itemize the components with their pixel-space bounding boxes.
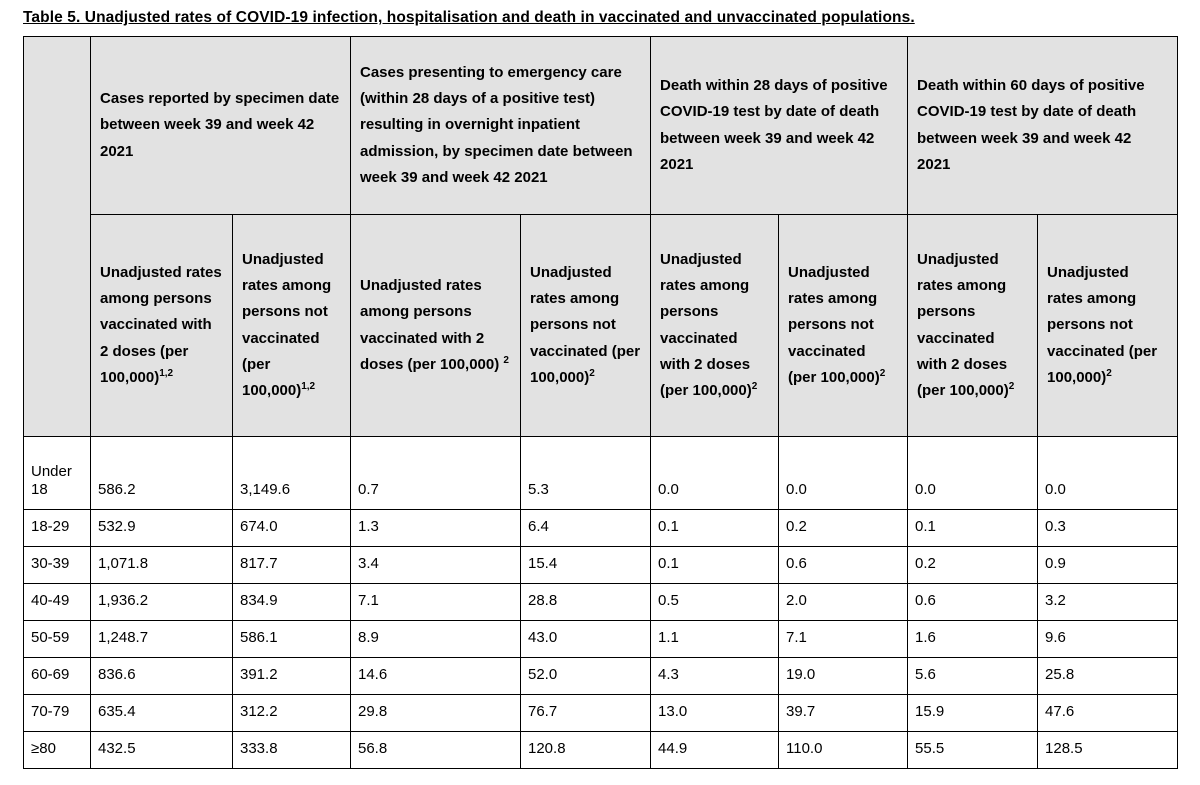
table-cell: 0.0 <box>1038 437 1178 510</box>
table-cell: 5.3 <box>521 437 651 510</box>
subheader-text: Unadjusted rates among persons not vaccinated (per 100,000) <box>1047 263 1158 386</box>
table-cell: 43.0 <box>521 621 651 658</box>
table-cell: 391.2 <box>233 658 351 695</box>
table-cell: 0.1 <box>651 547 779 584</box>
corner-cell <box>24 37 91 437</box>
table-cell: 3.4 <box>351 547 521 584</box>
table-cell: 0.2 <box>779 510 908 547</box>
row-age-label: 40-49 <box>24 584 91 621</box>
row-age-label: 50-59 <box>24 621 91 658</box>
table-cell: 2.0 <box>779 584 908 621</box>
table-cell: 0.9 <box>1038 547 1178 584</box>
table-cell: 674.0 <box>233 510 351 547</box>
table-row <box>24 510 1178 547</box>
table-row <box>24 584 1178 621</box>
table-cell: 28.8 <box>521 584 651 621</box>
footnote-marker: 2 <box>1106 367 1112 379</box>
table-row <box>24 547 1178 584</box>
row-age-label: 70-79 <box>24 695 91 732</box>
table-cell: 333.8 <box>233 732 351 769</box>
footnote-marker: 2 <box>589 367 595 379</box>
footnote-marker: 2 <box>1008 381 1015 392</box>
data-table <box>23 36 1178 769</box>
sub-header-row <box>24 215 1178 437</box>
table-cell: 0.6 <box>908 584 1038 621</box>
footnote-marker: 1,2 <box>159 367 174 379</box>
table-cell: 1,248.7 <box>91 621 233 658</box>
table-row <box>24 658 1178 695</box>
table-cell: 47.6 <box>1038 695 1178 732</box>
column-group-header-death-60: Death within 60 days of positive COVID-19 test by date of death between week 39 and week 42 2021 <box>908 37 1178 215</box>
subheader-text: Unadjusted rates among persons not vaccinated (per 100,000) <box>530 263 641 386</box>
table-cell: 586.1 <box>233 621 351 658</box>
table-cell: 1.3 <box>351 510 521 547</box>
column-subheader <box>91 215 233 437</box>
table-cell: 25.8 <box>1038 658 1178 695</box>
table-cell: 15.4 <box>521 547 651 584</box>
column-subheader <box>351 215 521 437</box>
table-cell: 120.8 <box>521 732 651 769</box>
table-cell: 0.1 <box>908 510 1038 547</box>
table-cell: 29.8 <box>351 695 521 732</box>
table-cell: 5.6 <box>908 658 1038 695</box>
footnote-marker: 1,2 <box>301 381 316 392</box>
column-subheader <box>908 215 1038 437</box>
table-cell: 1.6 <box>908 621 1038 658</box>
table-cell: 7.1 <box>779 621 908 658</box>
table-row <box>24 695 1178 732</box>
footnote-marker: 2 <box>879 367 886 379</box>
column-subheader <box>1038 215 1178 437</box>
row-age-label: 30-39 <box>24 547 91 584</box>
table-cell: 4.3 <box>651 658 779 695</box>
table-row <box>24 437 1178 510</box>
table-cell: 56.8 <box>351 732 521 769</box>
table-cell: 76.7 <box>521 695 651 732</box>
table-cell: 3.2 <box>1038 584 1178 621</box>
table-cell: 0.6 <box>779 547 908 584</box>
table-cell: 110.0 <box>779 732 908 769</box>
table-cell: 0.0 <box>779 437 908 510</box>
subheader-text: Unadjusted rates among persons vaccinated with 2 doses (per 100,000) <box>100 263 222 386</box>
column-subheader <box>233 215 351 437</box>
table-cell: 532.9 <box>91 510 233 547</box>
table-cell: 6.4 <box>521 510 651 547</box>
table-cell: 0.1 <box>651 510 779 547</box>
row-age-label: ≥80 <box>24 732 91 769</box>
subheader-text: Unadjusted rates among persons vaccinated with 2 doses (per 100,000) <box>917 250 1009 399</box>
table-cell: 312.2 <box>233 695 351 732</box>
table-cell: 0.7 <box>351 437 521 510</box>
table-cell: 635.4 <box>91 695 233 732</box>
column-group-header-death-28: Death within 28 days of positive COVID-19 test by date of death between week 39 and week 42 2021 <box>651 37 908 215</box>
footnote-marker: 2 <box>751 381 758 392</box>
column-subheader <box>779 215 908 437</box>
table-cell: 3,149.6 <box>233 437 351 510</box>
table-cell: 13.0 <box>651 695 779 732</box>
subheader-text: Unadjusted rates among persons not vaccinated (per 100,000) <box>242 250 332 399</box>
table-cell: 15.9 <box>908 695 1038 732</box>
row-age-label: 60-69 <box>24 658 91 695</box>
table-cell: 0.3 <box>1038 510 1178 547</box>
table-cell: 0.0 <box>651 437 779 510</box>
table-cell: 14.6 <box>351 658 521 695</box>
table-cell: 8.9 <box>351 621 521 658</box>
table-cell: 834.9 <box>233 584 351 621</box>
table-cell: 0.2 <box>908 547 1038 584</box>
table-cell: 1,936.2 <box>91 584 233 621</box>
table-cell: 44.9 <box>651 732 779 769</box>
table-cell: 1,071.8 <box>91 547 233 584</box>
table-cell: 128.5 <box>1038 732 1178 769</box>
table-cell: 836.6 <box>91 658 233 695</box>
table-cell: 19.0 <box>779 658 908 695</box>
footnote-marker: 2 <box>503 354 509 366</box>
table-cell: 0.0 <box>908 437 1038 510</box>
table-cell: 55.5 <box>908 732 1038 769</box>
table-title: Table 5. Unadjusted rates of COVID-19 infection, hospitalisation and death in vaccinated and unvaccinated populations. <box>23 9 915 26</box>
subheader-text: Unadjusted rates among persons not vaccinated (per 100,000) <box>788 263 880 386</box>
table-cell: 817.7 <box>233 547 351 584</box>
table-cell: 7.1 <box>351 584 521 621</box>
column-subheader <box>521 215 651 437</box>
row-age-label: Under 18 <box>24 437 91 510</box>
row-age-label: 18-29 <box>24 510 91 547</box>
table-cell: 432.5 <box>91 732 233 769</box>
table-cell: 9.6 <box>1038 621 1178 658</box>
column-group-header-emergency: Cases presenting to emergency care (within 28 days of a positive test) resulting in overnight inpatient admission, by specimen date between week 39 and week 42 2021 <box>351 37 651 215</box>
column-subheader <box>651 215 779 437</box>
table-cell: 1.1 <box>651 621 779 658</box>
table-row <box>24 621 1178 658</box>
subheader-text: Unadjusted rates among persons vaccinated with 2 doses (per 100,000) <box>360 277 500 373</box>
group-header-row <box>24 37 1178 215</box>
table-cell: 586.2 <box>91 437 233 510</box>
subheader-text: Unadjusted rates among persons vaccinated with 2 doses (per 100,000) <box>660 250 752 399</box>
table-cell: 0.5 <box>651 584 779 621</box>
table-cell: 52.0 <box>521 658 651 695</box>
column-group-header-cases: Cases reported by specimen date between week 39 and week 42 2021 <box>91 37 351 215</box>
table-cell: 39.7 <box>779 695 908 732</box>
table-row <box>24 732 1178 769</box>
